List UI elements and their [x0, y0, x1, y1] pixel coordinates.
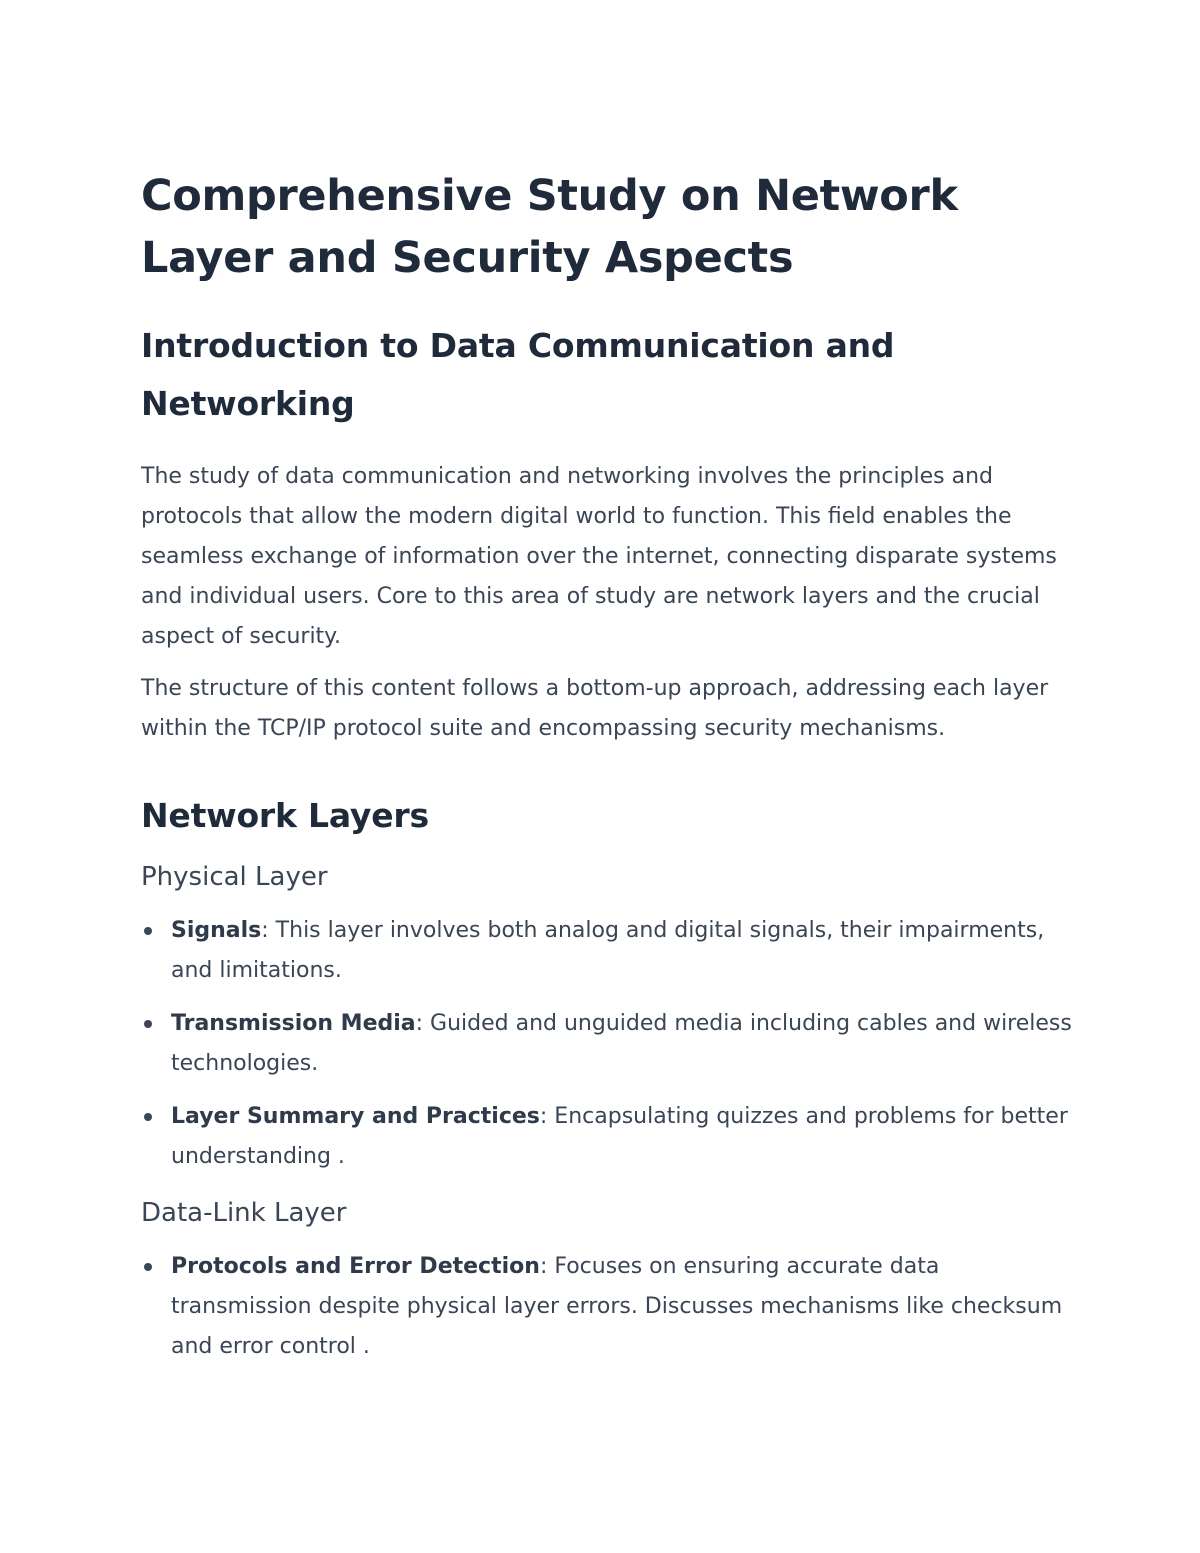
list-item — [141, 1247, 1081, 1367]
document-title: Comprehensive Study on Network Layer and Security Aspects — [141, 171, 958, 283]
list-item-term: Transmission Media — [171, 1011, 416, 1036]
bullet-icon — [144, 1020, 152, 1028]
list-item — [141, 911, 1081, 991]
data-link-layer-list — [141, 1247, 1081, 1367]
list-item-text: : Encapsulating quizzes and problems for better understanding . — [171, 1104, 1068, 1169]
list-item-text: : Guided and unguided media including cables and wireless technologies. — [171, 1011, 1072, 1076]
network-layers-heading: Network Layers — [141, 796, 429, 835]
list-item-term: Layer Summary and Practices — [171, 1104, 540, 1129]
intro-heading: Introduction to Data Communication and Networking — [141, 326, 895, 423]
data-link-layer-heading: Data-Link Layer — [141, 1198, 347, 1228]
physical-layer-heading: Physical Layer — [141, 862, 328, 892]
list-item-term: Protocols and Error Detection — [171, 1254, 540, 1279]
intro-paragraph-2: The structure of this content follows a bottom-up approach, addressing each layer within the TCP/IP protocol suite and encompassing security mechanisms. — [141, 676, 1049, 741]
document-page — [141, 165, 1081, 1367]
list-item-text: : Focuses on ensuring accurate data transmission despite physical layer errors. Discusses mechanisms like checksum and error control . — [171, 1254, 1063, 1359]
list-item-term: Signals — [171, 918, 262, 943]
bullet-icon — [144, 1263, 152, 1271]
bullet-icon — [144, 1113, 152, 1121]
bullet-icon — [144, 927, 152, 935]
list-item-text: : This layer involves both analog and digital signals, their impairments, and limitations. — [171, 918, 1045, 983]
list-item — [141, 1004, 1081, 1084]
physical-layer-list — [141, 911, 1081, 1177]
list-item — [141, 1097, 1081, 1177]
intro-paragraph-1: The study of data communication and networking involves the principles and protocols that allow the modern digital world to function. This field enables the seamless exchange of information over the internet, connecting disparate systems and individual users. Core to this area of study are network layers and the crucial aspect of security. — [141, 464, 1057, 649]
